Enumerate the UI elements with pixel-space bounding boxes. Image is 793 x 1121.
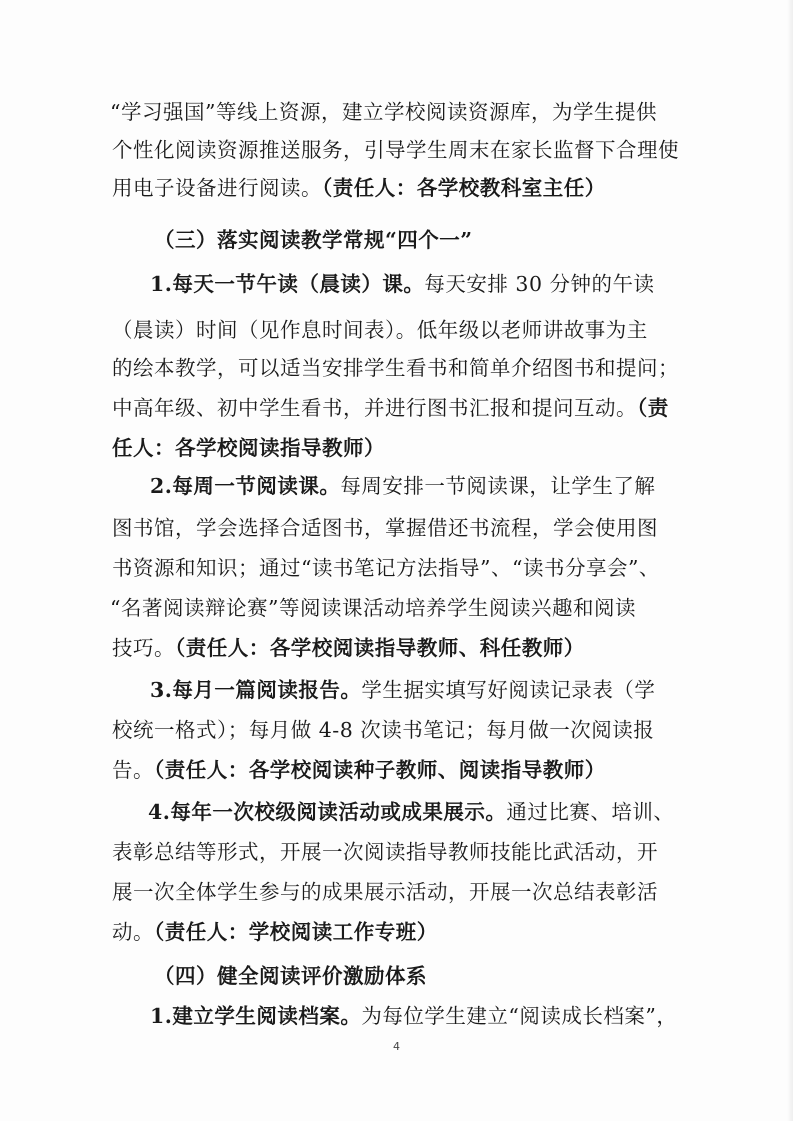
page-number: 4 [393,1040,400,1053]
responsible-person-note: （责任人：各学校阅读指导教师、科任教师） [175,636,585,660]
text-line-13 [110,590,636,626]
text-segment: “名著阅读辩论赛”等阅读课活动培养学生阅读兴趣和阅读 [110,596,636,620]
item-heading: 3.每月一篇阅读报告。 [150,678,362,702]
text-line-19 [112,834,658,870]
responsible-person-note: （责任人：学校阅读工作专班） [154,920,438,944]
text-line-7 [112,350,679,386]
text-line-15 [150,672,655,708]
text-line-17 [112,752,606,788]
text-segment: 告。 [112,758,154,782]
text-segment: 的绘本教学，可以适当安排学生看书和简单介绍图书和提问； [112,356,679,380]
text-line-9 [112,430,385,466]
text-segment: 技巧。 [112,636,175,660]
responsible-person-note: （责任人：各学校教科室主任） [322,176,606,200]
text-segment: 学生据实填写好阅读记录表（学 [361,678,656,702]
responsible-person-note: 任人：各学校阅读指导教师） [112,436,385,460]
text-line-14 [112,630,585,666]
text-line-23 [150,998,677,1034]
item-heading: 1.每天一节午读（晨读）课。 [150,272,425,296]
text-segment: 表彰总结等形式，开展一次阅读指导教师技能比武活动，开 [112,840,658,864]
item-heading: 1.建立学生阅读档案。 [150,1004,362,1028]
text-segment: 校统一格式）；每月做 4-8 次读书笔记；每月做一次阅读报 [112,718,655,742]
text-line-2 [112,132,679,168]
text-segment: 图书馆，学会选择合适图书，掌握借还书流程，学会使用图 [112,516,658,540]
responsible-person-note: （责 [637,396,669,420]
text-segment: 通过比赛、培训、 [506,800,675,824]
text-line-3 [112,170,606,206]
text-segment: 展一次全体学生参与的成果展示活动，开展一次总结表彰活 [112,880,658,904]
section-heading-4 [154,958,427,994]
responsible-person-note: （责任人：各学校阅读种子教师、阅读指导教师） [154,758,606,782]
text-segment: 每周安排一节阅读课，让学生了解 [340,474,656,498]
text-line-18 [148,794,674,830]
text-segment: 用电子设备进行阅读。 [112,176,322,200]
text-line-10 [150,468,655,504]
text-line-21 [112,914,438,950]
text-segment: 书资源和知识；通过“读书笔记方法指导”、“读书分享会”、 [112,556,660,580]
text-segment: 为每位学生建立“阅读成长档案”， [361,1004,678,1028]
text-segment: 个性化阅读资源推送服务，引导学生周末在家长监督下合理使 [112,138,679,162]
section-heading-text: （四）健全阅读评价激励体系 [154,964,427,988]
text-line-8 [112,390,669,426]
text-segment: 中高年级、初中学生看书，并进行图书汇报和提问互动。 [112,396,637,420]
section-heading-3 [154,222,473,258]
section-heading-text: （三）落实阅读教学常规“四个一” [154,228,473,252]
item-heading: 2.每周一节阅读课。 [150,474,341,498]
scan-edge-shadow [787,0,793,1121]
text-line-20 [112,874,658,910]
item-heading: 4.每年一次校级阅读活动或成果展示。 [148,800,507,824]
text-line-1 [110,94,657,130]
text-line-16 [112,712,654,748]
text-line-11 [112,510,658,546]
text-line-6 [112,312,648,348]
text-line-5 [150,266,655,302]
text-segment: 动。 [112,920,154,944]
text-segment: “学习强国”等线上资源，建立学校阅读资源库，为学生提供 [110,100,657,124]
text-line-12 [112,550,660,586]
text-segment: 每天安排 30 分钟的午读 [424,272,655,296]
text-segment: （晨读）时间（见作息时间表）。低年级以老师讲故事为主 [112,318,648,342]
